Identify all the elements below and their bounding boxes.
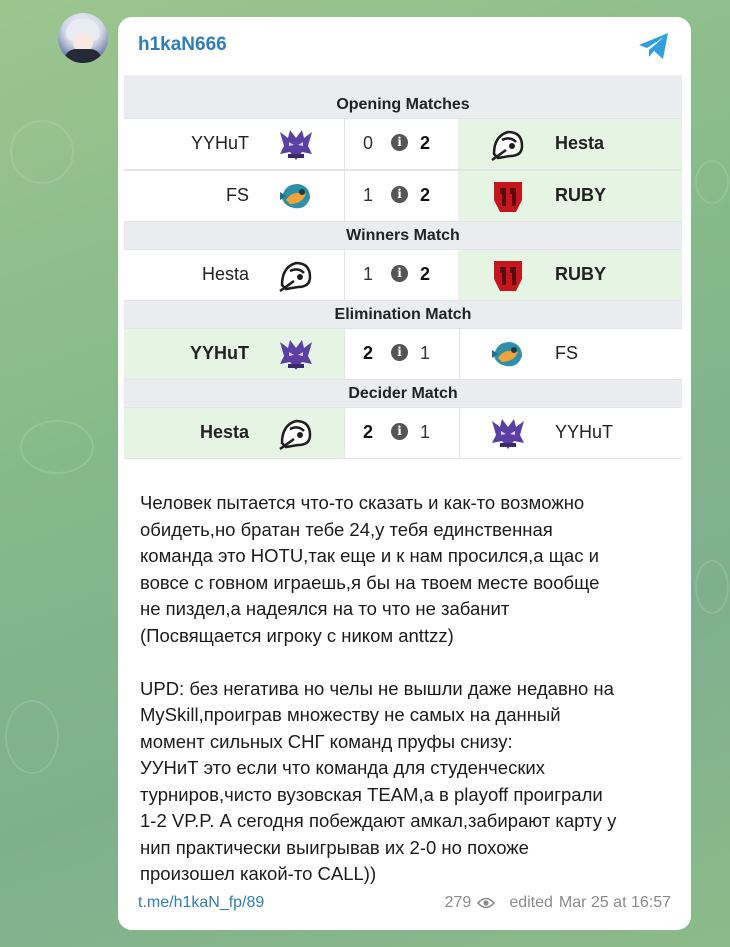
right-team-cell — [458, 250, 682, 300]
hesta-logo — [488, 124, 528, 164]
background-doodle — [10, 120, 74, 184]
eye-icon — [477, 897, 495, 909]
message-meta — [445, 894, 671, 912]
left-score: 0 — [363, 133, 374, 153]
score-cell — [344, 250, 460, 300]
match-row[interactable] — [124, 118, 682, 170]
message-bubble — [118, 17, 691, 930]
left-score: 2 — [363, 422, 374, 442]
background-doodle — [695, 160, 729, 204]
left-team-cell — [124, 329, 344, 379]
right-team-cell — [458, 329, 682, 379]
score-cell — [344, 119, 460, 169]
hesta-logo — [276, 255, 316, 295]
info-icon[interactable]: i — [391, 423, 408, 440]
score-cell — [344, 329, 460, 379]
fs-logo — [276, 176, 316, 216]
left-team-cell — [124, 171, 344, 221]
left-score: 2 — [363, 343, 374, 363]
share-icon[interactable] — [637, 31, 671, 61]
left-team-cell — [124, 250, 344, 300]
match-row[interactable] — [124, 407, 682, 459]
right-team-name: RUBY — [555, 185, 607, 205]
background-doodle — [5, 700, 59, 774]
right-team-name: RUBY — [555, 264, 607, 284]
left-team-name: Hesta — [199, 422, 249, 442]
right-score: 2 — [420, 133, 431, 153]
left-team-cell — [124, 119, 344, 169]
stage-header: Winners Match — [124, 222, 682, 249]
match-row[interactable] — [124, 328, 682, 380]
info-icon[interactable]: i — [391, 265, 408, 282]
tournament-bracket — [124, 75, 682, 467]
message-text: Человек пытается что-то сказать и как-то возможно обидеть,но братан тебе 24,у тебя единственная команда это HOTU,так еще и к нам просился,а щас и вовсе с говном играешь,я бы на твоем месте вообще не пиздел,а надеялся на то что не забанит (Посвящается игроку с ником anttzz) UPD: без негатива но челы не вышли даже недавно на MySkill,проиграв множеству не самых на данный момент сильных СНГ команд пруфы снизу: УУНиТ это если что команда для студенческих турниров,чисто вузовская TEAM,а в playoff проиграли 1-2 VP.P. А сегодня побеждают амкал,забирают карту у нип практически выигрывав их 2-0 но похоже произошел какой-то CALL)) — [140, 492, 617, 884]
left-score: 1 — [363, 264, 374, 284]
cut-off-header — [124, 75, 682, 92]
ruby-logo — [488, 255, 528, 295]
post-link[interactable]: t.me/h1kaN_fp/89 — [138, 894, 265, 911]
left-team-name: FS — [225, 185, 249, 205]
author-name[interactable]: h1kaN666 — [138, 34, 227, 55]
info-icon[interactable]: i — [391, 134, 408, 151]
left-team-name: YYHuT — [189, 343, 249, 363]
score-cell — [344, 408, 460, 458]
view-count: 279 — [444, 894, 472, 911]
right-score: 2 — [420, 264, 431, 284]
ruby-logo — [488, 176, 528, 216]
match-row[interactable] — [124, 170, 682, 222]
yyhut-logo — [276, 334, 316, 374]
avatar[interactable] — [58, 13, 108, 63]
yyhut-logo — [276, 124, 316, 164]
right-score: 1 — [420, 422, 431, 442]
background-doodle — [695, 560, 729, 614]
yyhut-logo — [488, 413, 528, 453]
stage-header: Elimination Match — [124, 301, 682, 328]
right-team-cell — [458, 408, 682, 458]
right-team-cell — [458, 171, 682, 221]
hesta-logo — [276, 413, 316, 453]
match-row[interactable] — [124, 249, 682, 301]
stage-header: Decider Match — [124, 380, 682, 407]
info-icon[interactable]: i — [391, 186, 408, 203]
right-score: 1 — [420, 343, 431, 363]
stage-header: Opening Matches — [124, 91, 682, 118]
right-team-cell — [458, 119, 682, 169]
left-score: 1 — [363, 185, 374, 205]
right-score: 2 — [420, 185, 431, 205]
right-team-name: YYHuT — [555, 422, 614, 442]
right-team-name: FS — [555, 343, 579, 363]
right-team-name: Hesta — [555, 133, 605, 153]
timestamp: Mar 25 at 16:57 — [558, 894, 671, 911]
left-team-name: Hesta — [201, 264, 249, 284]
edited-label: edited — [509, 894, 553, 911]
left-team-name: YYHuT — [190, 133, 249, 153]
left-team-cell — [124, 408, 344, 458]
info-icon[interactable]: i — [391, 344, 408, 361]
background-doodle — [20, 420, 94, 474]
fs-logo — [488, 334, 528, 374]
score-cell — [344, 171, 460, 221]
